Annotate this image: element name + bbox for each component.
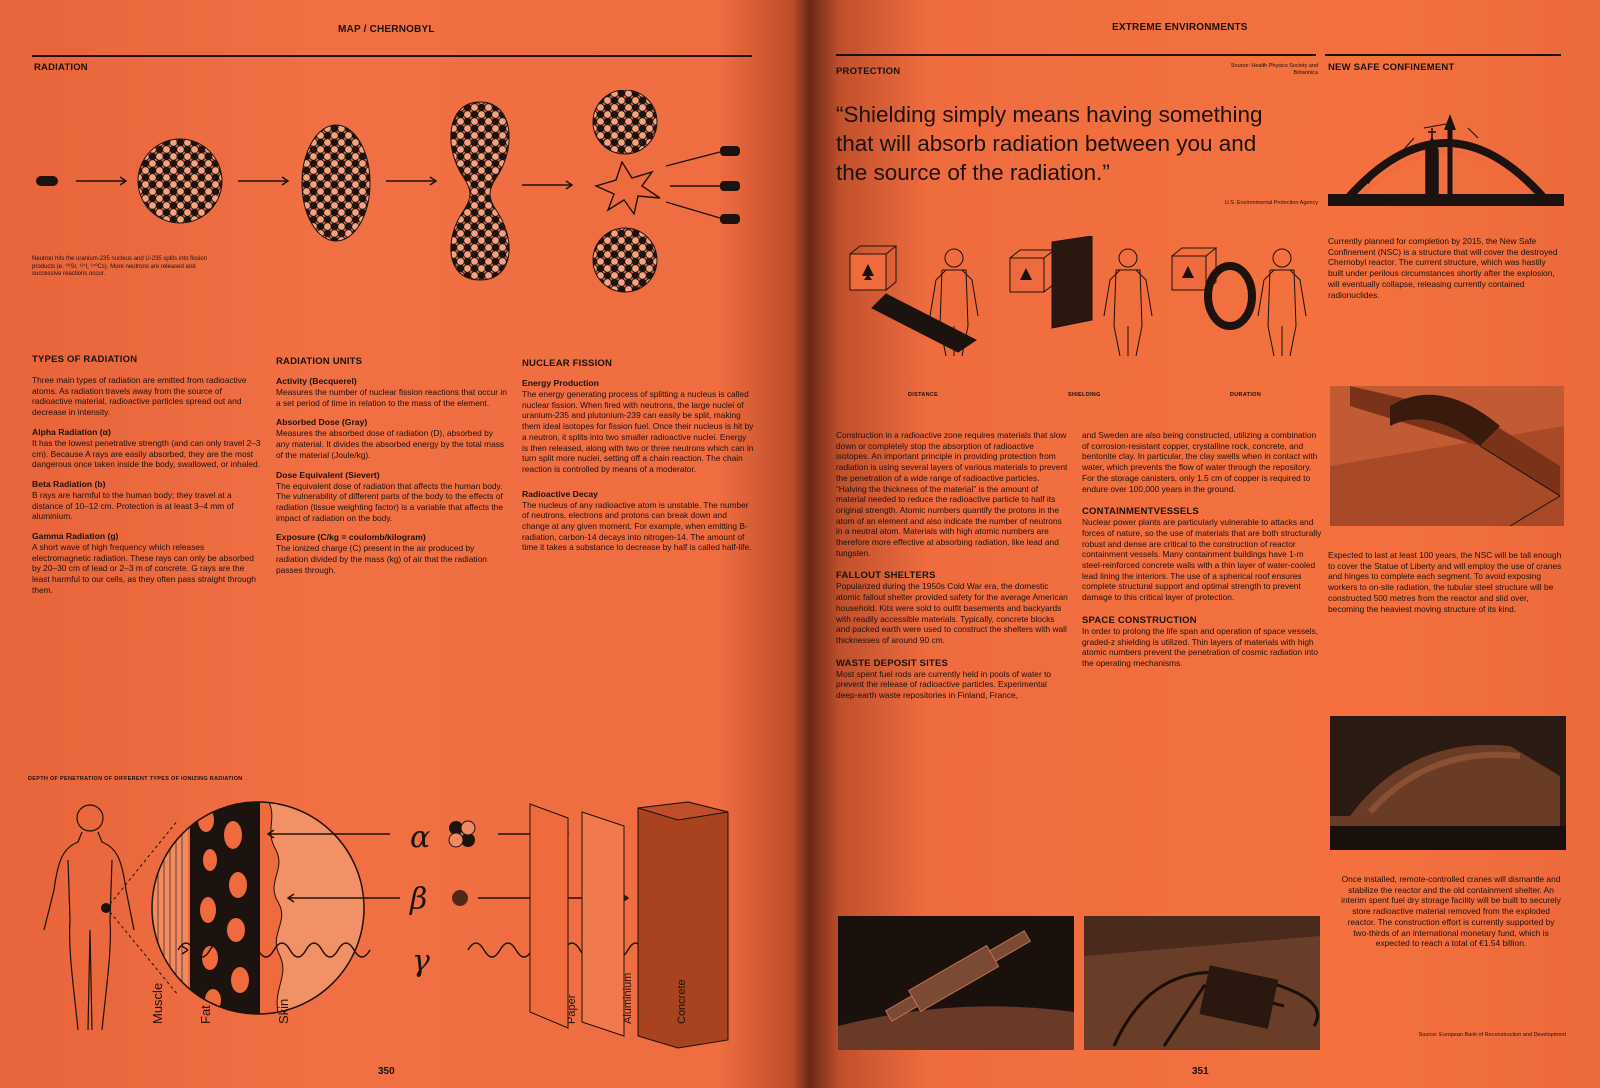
col-title: NUCLEAR FISSION xyxy=(522,358,613,369)
tissue-magnifier xyxy=(148,800,368,1020)
paper-barrier xyxy=(530,804,568,1028)
item-head: Gamma Radiation (g) xyxy=(32,531,119,542)
nsc-paragraph-2: Expected to last at least 100 years, the NSC will be tall enough to cover the Statue of Liberty and will employ the use of cranes and hinges to complete each segment. To avoid exposing workers to on-site radiation, the tubular steel structure will be constructed 500 metres from the reactor and slid over, becoming the heaviest moving structure of its kind. xyxy=(1328,550,1562,614)
quote-source: U.S. Environmental Protection Agency xyxy=(1224,200,1318,206)
nsc-source: Source: European Bank of Reconstruction and Development xyxy=(1418,1032,1566,1038)
penetration-title: DEPTH OF PENETRATION OF DIFFERENT TYPES OF IONIZING RADIATION xyxy=(28,776,243,782)
aluminium-barrier xyxy=(582,812,624,1036)
shielding-quote: “Shielding simply means having something that will absorb radiation between you and the source of the radiation.” xyxy=(836,102,1263,185)
fallout-shelters-heading: FALLOUT SHELTERS xyxy=(836,570,936,582)
protection-diagram xyxy=(846,236,1316,386)
space-construction-heading: SPACE CONSTRUCTION xyxy=(1082,614,1197,626)
paragraph: Nuclear power plants are particularly vulnerable to attacks and forces of nature, so the use of materials that are both structurally robust and dense are critical to the construction of reactor containment vessels. Many containment buildings have 1-m steel-reinforced concrete walls with a thin layer of water-cooled lead lining the interiors. The use of a spherical roof ensures complete structural support and optimal strength to prevent damage to this critical layer of protection. xyxy=(1082,517,1322,603)
paper-label: Paper xyxy=(566,994,578,1024)
fission-product-1 xyxy=(593,90,657,154)
paragraph: In order to prolong the life span and operation of space vessels, graded-z shielding is utilized. Thin layers of materials with high atomic numbers prevent the penetration of cosmic radiation into the operating mechanisms. xyxy=(1082,625,1319,668)
duration-ring xyxy=(1208,266,1252,326)
item-head: Exposure (C/kg = coulomb/kilogram) xyxy=(276,532,426,543)
nsc-title: NEW SAFE CONFINEMENT xyxy=(1328,62,1455,73)
shield-wall xyxy=(1052,236,1092,328)
item-head: Beta Radiation (b) xyxy=(32,478,106,489)
shielding-label: SHIELDING xyxy=(1068,392,1101,398)
statue-of-liberty-shape xyxy=(1426,128,1438,194)
nsc-rendering-photo xyxy=(1330,386,1564,526)
beta-symbol: β xyxy=(410,882,428,917)
energy-burst xyxy=(596,162,660,214)
left-page-number: 350 xyxy=(378,1066,395,1077)
nsc-paragraph-1: Currently planned for completion by 2015, the New Safe Confinement (NSC) is a structure that will cover the destroyed Chernobyl reactor. The current structure, which was hastily built under perilous circumstances shortly after the explosion, will eventually collapse, releasing currently contained radionuclides. xyxy=(1328,236,1558,300)
item-text: B rays are harmful to the human body; they travel at a distance of 10–12 cm. Protection is at least 3–4 mm of aluminium. xyxy=(32,489,234,522)
right-header-rule xyxy=(836,54,1316,56)
col-intro: Three main types of radiation are emitted from radioactive atoms. As radiation travels away from the source of radioactive material, radioactive particles spread out and decrease in intensity. xyxy=(32,375,247,418)
penetration-diagram xyxy=(28,790,758,1052)
nsc-paragraph-3: Once installed, remote-controlled cranes will dismantle and stabilize the reactor and the old containment shelter. An interim spent fuel dry storage facility will be built to securely store radioactive material removed from the exploded reactor. The construction effort is currently supported by two-thirds of an international monetary fund, which is expected to reach a total of €1.54 billion. xyxy=(1341,874,1561,949)
protection-column-2 xyxy=(1082,430,1322,669)
containment-vessels-heading: CONTAINMENTVESSELS xyxy=(1082,506,1199,518)
muscle-label: Muscle xyxy=(150,982,165,1024)
item-text: It has the lowest penetrative strength (and can only travel 2–3 cm). Because A rays are easily absorbed, they are the most dangerous once taken inside the body, swallowed, or inhaled. xyxy=(32,437,261,470)
uranium-nucleus xyxy=(138,139,222,223)
nsc-arch-illustration xyxy=(1328,98,1564,210)
chernobyl-sarcophagus-photo xyxy=(1330,716,1566,850)
radiation-units-column xyxy=(276,356,508,575)
splitting-nucleus xyxy=(451,102,509,280)
item-head: Activity (Becquerel) xyxy=(276,376,357,386)
item-head: Absorbed Dose (Gray) xyxy=(276,417,368,428)
protection-column-1 xyxy=(836,430,1068,701)
space-station-photo xyxy=(838,916,1074,1050)
paragraph: and Sweden are also being constructed, utilizing a combination of corrosion-resistant copper, crystalline rock, concrete, and bentonite clay. In particular, the clay swells when in contact with water, which prevents the flow of water through the repository. For the storage canisters, only 1.5 cm of copper is required to endure over 100,000 years in the ground. xyxy=(1082,430,1318,494)
gamma-symbol: γ xyxy=(412,944,430,979)
item-head: Dose Equivalent (Sievert) xyxy=(276,469,380,480)
deformed-nucleus xyxy=(302,125,370,241)
nsc-header-rule xyxy=(1325,54,1561,56)
item-text: The equivalent dose of radiation that affects the human body. The vulnerability of different parts of the body to the effects of radiation (tissue weighting factor) is a variable that affects the impact of radiation on the body. xyxy=(276,480,504,523)
right-page-header: EXTREME ENVIRONMENTS xyxy=(1112,22,1248,33)
protection-source: Source: Health Physics Society and Britannica xyxy=(1230,63,1318,76)
item-text: Measures the number of nuclear fission reactions that occur in a set period of time in relation to the mass of the element. xyxy=(276,387,507,408)
item-head: Energy Production xyxy=(522,378,599,388)
paragraph: Construction in a radioactive zone requires materials that slow down or completely stop the absorption of radioactive isotopes. An important principle in providing protection from radiation is using several layers of various materials to prevent the penetration of a wide range of radioactive particles. “Halving the thickness of the material” is the amount of material needed to reduce the radioactive particle to half its original strength. Atomic numbers quantify the protons in the atom of an element and also indicate the number of neutrons in a neutral atom. Materials with high atomic numbers are therefore more effective at absorbing radiation, like lead and tungsten. xyxy=(836,430,1068,558)
col-title: TYPES OF RADIATION xyxy=(32,354,138,365)
duration-label: DURATION xyxy=(1230,392,1262,398)
types-of-radiation-column xyxy=(32,354,264,596)
distance-label: DISTANCE xyxy=(908,392,939,398)
fission-product-2 xyxy=(593,228,657,292)
left-header-rule xyxy=(32,55,752,57)
protection-section-label: PROTECTION xyxy=(836,66,901,77)
fission-caption: Neutron hits the uranium-235 nucleus and U-235 splits into fission products (e. ⁹⁰Sr, ¹³⁷I, ¹⁴⁰Cs). More neutrons are released and successive reactions occur. xyxy=(32,256,208,277)
item-text: The ionized charge (C) present in the air produced by radiation divided by the mass (kg) of air that the radiation passes through. xyxy=(276,543,487,575)
right-page-number: 351 xyxy=(1192,1066,1209,1077)
human-figure xyxy=(44,805,134,1030)
radiation-section-label: RADIATION xyxy=(34,62,88,73)
concrete-label: Concrete xyxy=(676,979,688,1024)
nuclear-fission-column xyxy=(522,358,754,553)
item-text: Measures the absorbed dose of radiation (D), absorbed by any material. It divides the absorbed energy by the total mass of the material (Joule/kg). xyxy=(276,428,505,460)
alpha-symbol: α xyxy=(410,820,431,855)
item-text: The nucleus of any radioactive atom is unstable. The number of neutrons, electrons and protons can break down and change at any given moment. For example, when emitting B-radiation, carbon-14 decays into nitrogen-14. The amount of time it takes a substance to decrease by half is called half-life. xyxy=(522,499,752,553)
paragraph: Popularized during the 1950s Cold War era, the domestic atomic fallout shelter provided safety for the average American household. Kits were sold to outfit basements and backyards with readily accessible materials. Typically, concrete blocks and packed earth were used to construct the shelters with wall thicknesses of around 90 cm. xyxy=(836,581,1068,645)
item-text: A short wave of high frequency which releases electromagnetic radiation. These rays can only be absorbed by 20–30 cm of lead or 2–3 m of concrete. G rays are the least harmful to our cells, as they often pass straight through them. xyxy=(32,542,256,595)
paragraph: Most spent fuel rods are currently held in pools of water to prevent the release of radioactive particles. Experimental deep-earth waste repositories in Finland, France, xyxy=(836,668,1052,701)
aluminium-label: Aluminium xyxy=(622,972,634,1024)
fat-label: Fat xyxy=(198,1005,213,1024)
item-head: Alpha Radiation (α) xyxy=(32,426,111,437)
waste-deposit-heading: WASTE DEPOSIT SITES xyxy=(836,657,949,669)
waste-site-photo xyxy=(1084,916,1320,1050)
left-page-header: MAP / CHERNOBYL xyxy=(338,24,435,35)
skin-label: Skin xyxy=(276,998,291,1024)
neutron-shape xyxy=(36,176,58,186)
item-text: The energy generating process of splitting a nucleus is called nuclear fission. When fired with neutrons, the large nuclei of uranium-235 and plutonium-239 can easily be split, making them ideal isotopes for fission fuel. Once their nucleus is hit by a neutron, it splits into two smaller radioactive nuclei. Energy is then released, along with two or three neutrons which can in turn split more nuclei, setting off a chain reaction. The chain reaction is controlled by means of a moderator. xyxy=(522,389,754,474)
item-head: Radioactive Decay xyxy=(522,488,598,499)
col-title: RADIATION UNITS xyxy=(276,356,363,367)
